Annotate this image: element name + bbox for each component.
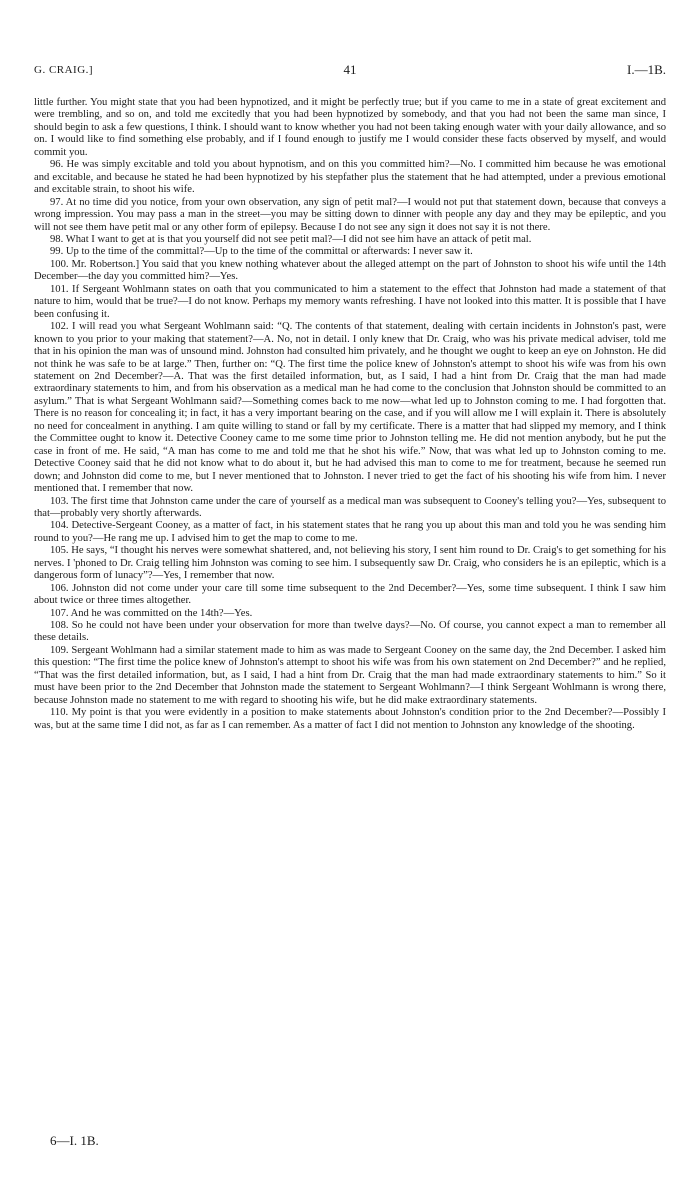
- document-page: [34, 0, 666, 1189]
- paragraph: 98. What I want to get at is that you yourself did not see petit mal?—I did not see him have an attack of petit mal.: [50, 233, 532, 245]
- paragraph: 110. My point is that you were evidently in a position to make statements about Johnston's condition prior to the 2nd December?—Possibly I was, but at the same time I did not, as far as I can remember. As a matter of fact I did not mention to Johnston any knowledge of the shooting.: [34, 707, 666, 731]
- paragraph: 102. I will read you what Sergeant Wohlmann said: “Q. The contents of that statement, dealing with certain incidents in Johnston's past, were known to you prior to your making that statement?—A. No, not in detail. I only knew that Dr. Craig, who was his private medical adviser, told me that in his opinion the man was of unsound mind. Johnston had consulted him privately, and he thought we ought to keep an eye on Johnston. He did not think he was safe to be at large.” Then, further on: “Q. The first time the police knew of Johnston's attempt to shoot his wife was from his own statement on 2nd December?—A. That was the first detailed information, but, as I said, I had a hint from Dr. Craig that the man had made extraordinary statements to him, and from his observation as a medical man he had come to the conclusion that Johnston should be committed to an asylum.” That is what Sergeant Wohlmann said?—Something comes back to me now—what led up to Johnston coming to me. I had forgotten that. There is no reason for concealing it; in fact, it has a very important bearing on the case, and if you will allow me I will explain it. There is absolutely no need for concealment in anything. I am quite willing to stand or fall by my certificate. There is a matter that had slipped my memory, and I think the Committee ought to know it. Detective Cooney came to me some time prior to Johnston telling me. He did not mention anybody, but he put the case in front of me. He said, “A man has come to me and told me that he shot his wife.” Now, that was what led up to Johnston coming to me. Detective Cooney said that he did not know what to do about it, but he had advised this man to come to me for treatment, because he seemed run down; and Johnston did come to me, but I never mentioned that to Johnston. I never tried to get the fact of his shooting his wife from him. I never mentioned that. I remember that now.: [34, 321, 666, 495]
- paragraph: 105. He says, “I thought his nerves were somewhat shattered, and, not believing his story, I sent him round to Dr. Craig's to get something for his nerves. I 'phoned to Dr. Craig telling him Johnston was coming to see him. I subsequently saw Dr. Craig, who considers he is an epileptic, which is a dangerous form of lunacy”?—Yes, I remember that now.: [34, 545, 666, 582]
- header-paper-reference: I.—1B.: [627, 62, 666, 77]
- paragraph: 104. Detective-Sergeant Cooney, as a matter of fact, in his statement states that he rang you up about this man and told you he was sending him round to you?—He rang me up. I advised him to get the map to come to me.: [34, 520, 666, 544]
- paragraph: 103. The first time that Johnston came under the care of yourself as a medical man was subsequent to Cooney's telling you?—Yes, subsequent to that—probably very shortly afterwards.: [34, 495, 666, 519]
- page-number: 41: [343, 62, 357, 77]
- paragraph: 101. If Sergeant Wohlmann states on oath that you communicated to him a statement to the effect that Johnston had made a statement of that nature to him, would that be true?—I do not know. Perhaps my memory wants refreshing. I have not looked into this matter. It is possible that I have been confusing it.: [34, 283, 666, 320]
- printer-signature-mark: 6—I. 1B.: [50, 1133, 99, 1148]
- page-header: [34, 62, 666, 80]
- paragraph: 97. At no time did you notice, from your own observation, any sign of petit mal?—I would not put that statement down, because that conveys a wrong impression. You may pass a man in the street—you may be sitting down to dinner with people any day and they may be epileptic, and you will not see them have petit mal or any other form of epilepsy. Because I do not see any sign it does not say it is not there.: [34, 196, 666, 233]
- paragraph: 100. Mr. Robertson.] You said that you knew nothing whatever about the alleged attempt on the part of Johnston to shoot his wife until the 14th December—the day you committed him?—Yes.: [34, 258, 666, 283]
- paragraph: 107. And he was committed on the 14th?—Yes.: [50, 607, 253, 619]
- evidence-text: [34, 97, 666, 732]
- paragraph: little further. You might state that you had been hypnotized, and it might be perfectly true; but if you came to me in a state of great excitement and were trembling, and so on, and told me excitedly that you had been hypnotized by somebody, and that you had not been the same man since, I should begin to ask a few questions, I think. I should want to know whether you had not been taking enough water with your daily allowance, and so on. I would like to find something else probably, and if I found enough to justify me I would consider these facts observed by myself, and would commit you.: [34, 97, 666, 158]
- paragraph: 109. Sergeant Wohlmann had a similar statement made to him as was made to Sergeant Cooney on the same day, the 2nd December. I asked him this question: “The first time the police knew of Johnston's attempt to shoot his wife was from his own statement on 2nd December?” and he replied, “That was the first detailed information, but, as I said, I had a hint from Dr. Craig that the man had made extraordinary statements to him.” So it must have been prior to the 2nd December that Johnston made the statement to Sergeant Wohlmann?—I think Sergeant Wohlmann is wrong there, because Johnston made no statement to me with regard to shooting his wife, but he did make extraordinary statements.: [34, 644, 666, 706]
- paragraph: 99. Up to the time of the committal?—Up to the time of the committal or afterwards: I never saw it.: [50, 246, 473, 258]
- paragraph: 96. He was simply excitable and told you about hypnotism, and on this you committed him?—No. I committed him because he was emotional and excitable, and because he stated he had been hypnotized by his stepfather plus the statement that he had attempted, under a previous emotional and excitable strain, to shoot his wife.: [34, 159, 666, 196]
- header-witness-name: G. CRAIG.]: [34, 64, 94, 76]
- paragraph: 108. So he could not have been under your observation for more than twelve days?—No. Of course, you cannot expect a man to remember all these details.: [34, 620, 666, 644]
- paragraph: 106. Johnston did not come under your care till some time subsequent to the 2nd December?—Yes, some time subsequent. I think I saw him about twice or three times altogether.: [34, 582, 666, 607]
